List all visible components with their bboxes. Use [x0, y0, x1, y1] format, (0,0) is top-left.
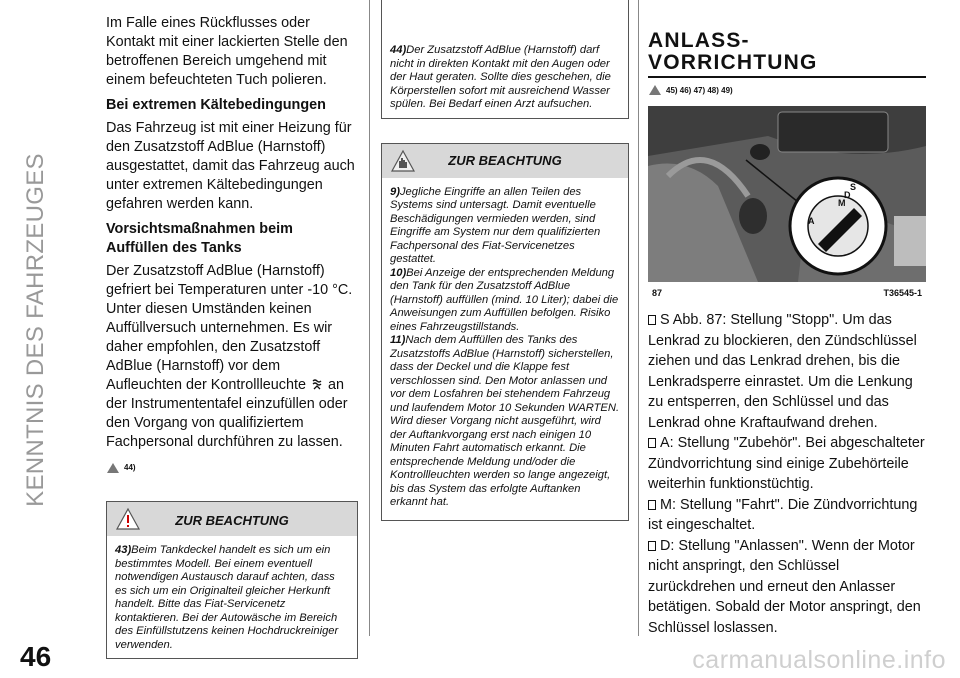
- figure-caption: [648, 288, 926, 298]
- checkbox-bullet-icon: [648, 315, 656, 325]
- list-item: [648, 433, 926, 495]
- warning-box: [106, 501, 358, 659]
- ignition-figure: [648, 106, 926, 282]
- caution-header: [382, 144, 628, 178]
- column-divider: [638, 0, 639, 636]
- list-item: [648, 536, 926, 639]
- paragraph-refill-part2: an der Instrumententafel einzufüllen oder den Vorgang von qualifiziertem Fachpersonal durchführen zu lassen.: [106, 377, 348, 450]
- column-1: [106, 14, 358, 659]
- paragraph-refill: [106, 262, 358, 452]
- hand-warning-icon: [648, 84, 662, 96]
- note-text: Bei Anzeige der entsprechenden Meldung den Tank für den Zusatzstoff AdBlue (Harnstoff) auffüllen (mind. 10 Liter); dabei die Anweisungen zum Auffüllen befolgen. Risiko eines Fahrzeugstillstands.: [390, 266, 619, 333]
- section-title-line1: ANLASS-: [648, 29, 750, 52]
- heading-extreme-cold: Bei extremen Kältebedingungen: [106, 97, 326, 113]
- list-item-text: S Abb. 87: Stellung "Stopp". Um das Lenkrad zu blockieren, den Zündschlüssel ziehen und das Lenkrad drehen, bis die Lenkradsperre einrastet. Um die Lenkung zu entsperren, den Schlüssel und das Lenkrad ohne Kraftaufwand drehen.: [648, 312, 917, 431]
- note-ref: 44): [390, 44, 407, 56]
- ignition-illustration: [648, 106, 926, 282]
- caution-box: [381, 143, 629, 521]
- section-sidebar: [6, 0, 66, 640]
- warning-note-43: [115, 544, 349, 652]
- warning-header: [107, 502, 357, 536]
- section-title-vertical: KENNTNIS DES FAHRZEUGES: [22, 153, 49, 507]
- checkbox-bullet-icon: [648, 438, 656, 448]
- section-title: [648, 30, 926, 74]
- note-text: Beim Tankdeckel handelt es sich um ein bestimmtes Modell. Bei einem eventuell notwendigen Austausch darauf achten, dass es sich um ein Originalteil gleicher Herkunft handelt. Bitte das Fiat-Servicenetz kontaktieren. Bei der Autowäsche im Bereich des Einfüllstutzens keinen Hochdruckreiniger verwenden.: [115, 544, 339, 651]
- note-ref: 11): [390, 334, 406, 346]
- title-rule: [648, 76, 926, 78]
- column-2: [381, 0, 629, 521]
- note-text: Der Zusatzstoff AdBlue (Harnstoff) darf nicht in direkten Kontakt mit den Augen oder der Haut geraten. Sollte dies geschehen, die Körperstellen sofort mit ausreichend Wasser spülen. Bei Bedarf einen Arzt aufsuchen.: [390, 44, 611, 110]
- warning-note-44: [390, 44, 620, 112]
- position-list: [648, 310, 926, 638]
- list-item-text: D: Stellung "Anlassen". Wenn der Motor nicht anspringt, den Schlüssel zurückdrehen und erneut den Anlasser betätigen. Sobald der Motor anspringt, den Schlüssel loslassen.: [648, 537, 921, 636]
- figure-code: T36545-1: [883, 288, 922, 298]
- position-label-s: S: [850, 182, 857, 192]
- watermark: carmanualsonline.info: [692, 646, 946, 674]
- heading-refill-precautions: Vorsichtsmaßnahmen beim Auffüllen des Tanks: [106, 221, 293, 256]
- list-item: [648, 310, 926, 433]
- note-text: Nach dem Auffüllen des Tanks des Zusatzstoffs AdBlue (Harnstoff) sicherstellen, dass der Deckel und die Klappe fest verschlossen sind. Den Motor anlassen und vor dem Losfahren bei stehendem Fahrzeug und laufendem Motor 10 Sekunden WARTEN. Wird dieser Vorgang nicht ausgeführt, wird der Auftankvorgang erst nach einigen 10 Minuten Fahrt automatisch erkannt. Die entsprechende Meldung und/oder die Kontrollleuchten werden so lange angezeigt, bis das System das erfolgte Auftanken erkannt hat.: [390, 334, 620, 508]
- note-10: [390, 267, 620, 335]
- caution-body: [382, 178, 628, 520]
- paragraph-heater: Das Fahrzeug ist mit einer Heizung für den Zusatzstoff AdBlue (Harnstoff) ausgestattet, damit das Fahrzeug auch unter extremen Kältebedingungen gefahren werden kann.: [106, 120, 355, 212]
- note-ref: 10): [390, 266, 407, 279]
- paragraph-polish: Im Falle eines Rückflusses oder Kontakt mit einer lackierten Stelle den betroffenen Bereich umgehend mit einem befeuchteten Tuch polieren.: [106, 15, 348, 88]
- adblue-warning-light-icon: [310, 377, 324, 391]
- position-label-a: A: [808, 216, 815, 226]
- hand-warning-icon: [106, 462, 120, 474]
- note-text: Jegliche Eingriffe an allen Teilen des Systems sind untersagt. Damit eventuelle Beschädigungen vermieden werden, sind Eingriffe am System nur dem qualifizierten Fachpersonal des Fiat-Servicenetzes gestattet.: [390, 185, 601, 265]
- section-title-line2: VORRICHTUNG: [648, 51, 818, 74]
- warning-body: [382, 0, 628, 118]
- caution-title: ZUR BEACHTUNG: [448, 152, 562, 168]
- position-label-m: M: [838, 198, 846, 208]
- list-item: [648, 495, 926, 536]
- column-3: [648, 30, 926, 638]
- reference-numbers: 45) 46) 47) 48) 49): [666, 85, 733, 95]
- list-item-text: A: Stellung "Zubehör". Bei abgeschalteter Zündvorrichtung sind einige Zubehörteile weiterhin funktionstüchtig.: [648, 435, 925, 492]
- warning-reference: [106, 458, 358, 477]
- note-ref: 9): [390, 185, 400, 198]
- paragraph-refill-part1: Der Zusatzstoff AdBlue (Harnstoff) gefriert bei Temperaturen unter -10 °C. Unter diesen Umständen keinen Auffüllversuch unternehmen. Es wir daher empfohlen, den Zusatzstoff AdBlue (Harnstoff) vor dem Aufleuchten der Kontrollleuchte: [106, 263, 353, 393]
- note-9: [390, 186, 620, 267]
- warning-references: [648, 84, 926, 96]
- checkbox-bullet-icon: [648, 541, 656, 551]
- column-divider: [369, 0, 370, 636]
- warning-box-44: [381, 0, 629, 119]
- reference-number: 44): [124, 463, 136, 472]
- page-number: 46: [20, 641, 52, 672]
- warning-body: [107, 536, 357, 658]
- note-ref: 43): [115, 544, 132, 556]
- position-label-d: D: [844, 190, 851, 200]
- note-11: [390, 334, 620, 510]
- figure-number: 87: [652, 288, 663, 298]
- warning-title: ZUR BEACHTUNG: [175, 513, 289, 528]
- list-item-text: M: Stellung "Fahrt". Die Zündvorrichtung ist eingeschaltet.: [648, 496, 918, 533]
- checkbox-bullet-icon: [648, 500, 656, 510]
